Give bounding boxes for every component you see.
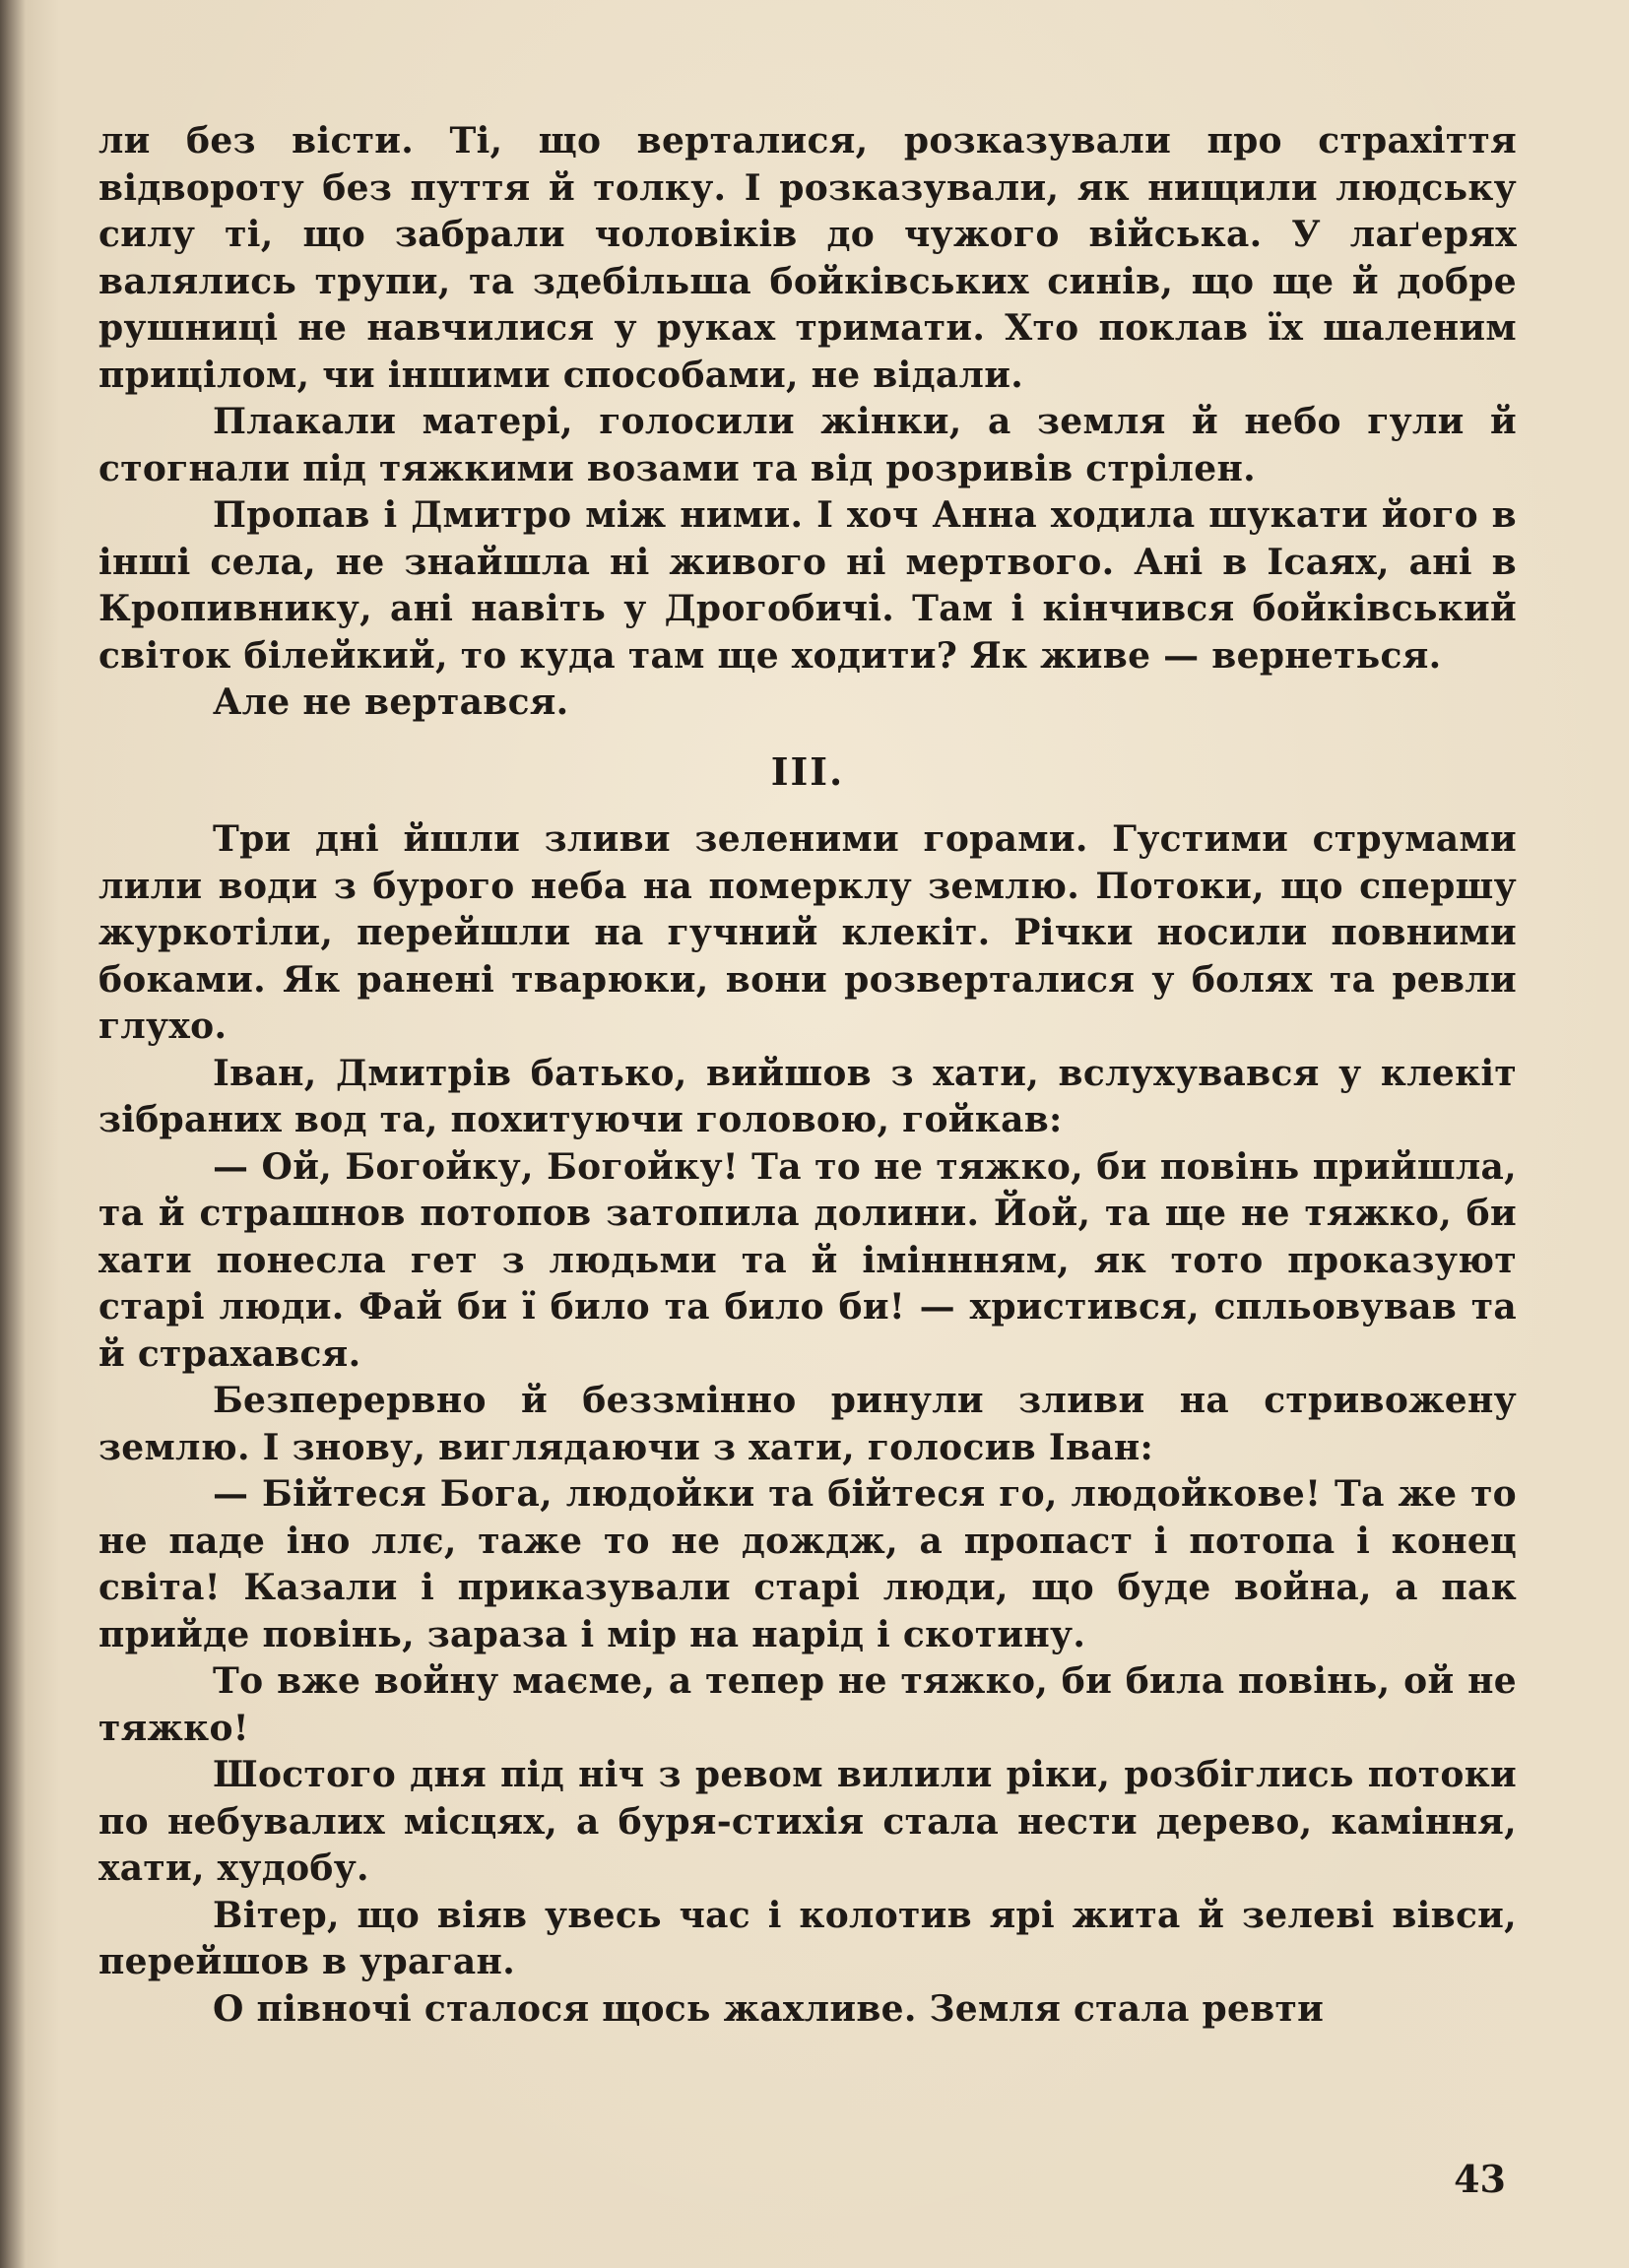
- paragraph: — Ой, Богойку, Богойку! Та то не тяжко, би повінь прийшла, та й страшнов потопов затопила долини. Йой, та ще не тяжко, би хати понесла гет з людьми та й іміннням, як тото проказуют старі люди. Фай би ї било та било би! — христився, спльовував та й страхався.: [98, 1145, 1517, 1375]
- paragraph: Вітер, що віяв увесь час і колотив ярі жита й зелеві вівси, перейшов в ураган.: [98, 1894, 1517, 1982]
- paragraph: О півночі сталося щось жахливе. Земля стала ревти: [213, 1987, 1325, 2030]
- paragraph: ли без вісти. Ті, що верталися, розказували про страхіття відвороту без пуття й толку. І розказували, як нищили людську силу ті, що забрали чоловіків до чужого війська. У лаґерях валялись трупи, та здебільша бойківських синів, що ще й добре рушниці не навчилися у руках тримати. Хто поклав їх шаленим прицілом, чи іншими способами, не відали.: [98, 120, 1517, 396]
- paragraph: Іван, Дмитрів батько, вийшов з хати, вслухувався у клекіт зібраних вод та, похитуючи головою, гойкав:: [98, 1052, 1517, 1140]
- paragraph: То вже войну маєме, а тепер не тяжко, би била повінь, ой не тяжко!: [98, 1660, 1517, 1749]
- paragraph: Плакали матері, голосили жінки, а земля й небо гули й стогнали під тяжкими возами та від розривів стрілен.: [98, 401, 1517, 489]
- paragraph: Три дні йшли зливи зеленими горами. Густими струмами лили води з бурого неба на померклу землю. Потоки, що спершу журкотіли, перейшли на гучний клекіт. Річки носили повними боками. Як ранені тварюки, вони розверталися у болях та ревли глухо.: [98, 818, 1517, 1047]
- paragraph: Шостого дня під ніч з ревом вилили ріки, розбіглись потоки по небувалих місцях, а буря-стихія стала нести дерево, каміння, хати, худобу.: [98, 1754, 1517, 1889]
- page-number: 43: [1454, 2157, 1506, 2201]
- paragraph: Пропав і Дмитро між ними. І хоч Анна ходила шукати його в інші села, не знайшла ні живого ні мертвого. Ані в Ісаях, ані в Кропивнику, ані навіть у Дрогобичі. Там і кінчився бойківський світок білейкий, то куда там ще ходити? Як живе — вернеться.: [98, 494, 1517, 677]
- paragraph: — Бійтеся Бога, людойки та бійтеся го, людойкове! Та же то не паде іно ллє, таже то не дождж, а пропаст і потопа і конец світа! Казали і приказували старі люди, що буде война, а пак прийде повінь, зараза і мір на нарід і скотину.: [98, 1473, 1517, 1655]
- paragraph: Безперервно й беззмінно ринули зливи на стривожену землю. І знову, виглядаючи з хати, голосив Іван:: [98, 1380, 1517, 1468]
- section-heading: III.: [770, 748, 845, 794]
- paragraph: Але не вертався.: [213, 681, 569, 723]
- page-text: [98, 118, 1517, 2033]
